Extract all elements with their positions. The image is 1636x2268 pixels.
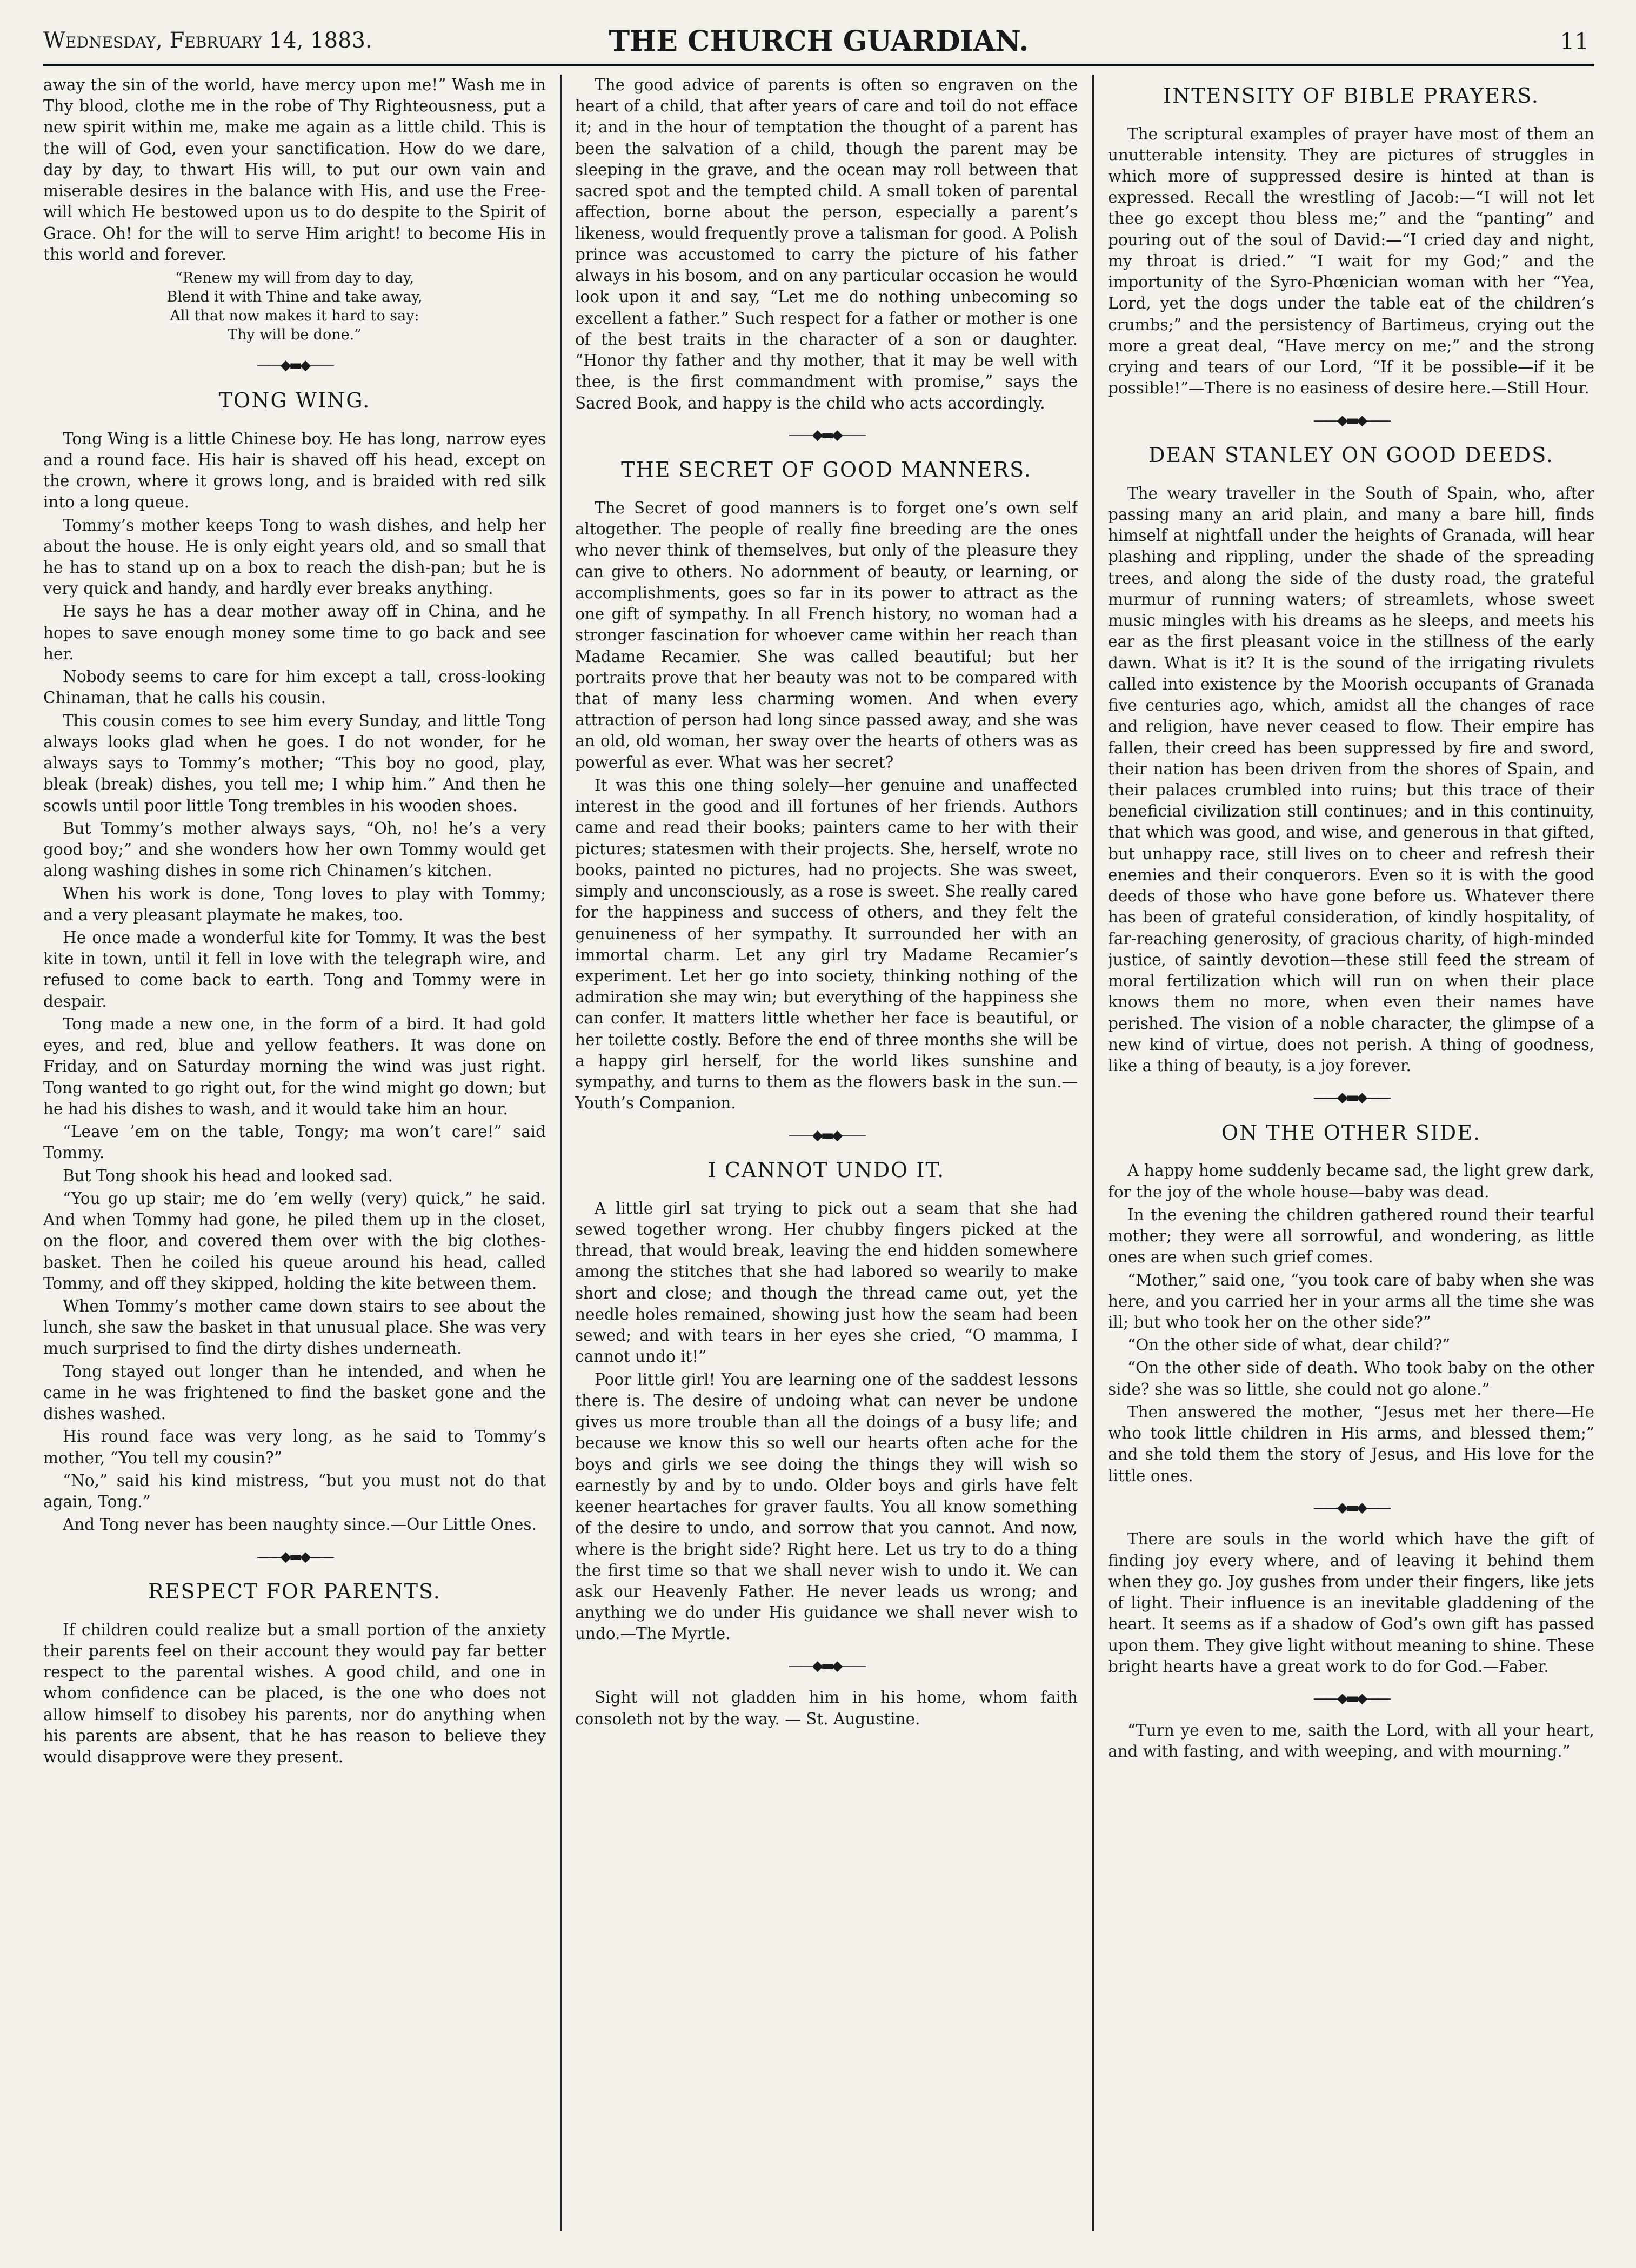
verse-line: “Renew my will from day to day, (175, 270, 415, 287)
masthead (43, 25, 1594, 66)
paragraph: The weary traveller in the South of Spain, who, after passing many an arid plain, and many a bare hill, finds himself at nightfall under the heights of Granada, will hear plashing and rippling, under the shade of the spreading trees, and along the side of the dusty road, the grateful murmur of running waters; of streamlets, whose sweet music mingles with his dreams as he sleeps, and meets his ear as the first pleasant voice in the stillness of the early dawn. What is it? It is the sound of the irrigating rivulets called into existence by the Moorish occupants of Granada five centuries ago, which, amidst all the changes of race and religion, have never ceased to flow. Their empire has fallen, their creed has been suppressed by fire and sword, their nation has been driven from the shores of Spain, and their palaces crumbled into ruins; but this trace of their beneficial civilization still continues; and in this continuity, that which was good, and wise, and generous in that gifted, but unhappy race, still lives on to cheer and refresh their enemies and their conquerors. Even so it is with the good deeds of those who have gone before us. Whatever there has been of grateful consideration, of kindly hospitality, of far-reaching generosity, of gracious charity, of high-minded justice, of saintly devotion—these still feed the stream of moral fertilization which will run on when their place knows them no more, when even their names have perished. The vision of a noble character, the glimpse of a new kind of virtue, does not perish. A thing of goodness, like a thing of beauty, is a joy forever. (1108, 484, 1594, 1075)
continued-article-text: away the sin of the world, have mercy upon me!” Wash me in Thy blood, clothe me in the robe of Thy Righteousness, put a new spirit within me, make me again as a little child. This is the will of God, even your sanctification. How do we dare, day by day, to thwart His will, to put our own vain and miserable desires in the balance with His, and use the Free-will which He bestowed upon us to do despite to the Spirit of Grace. Oh! for the will to serve Him aright! to become His in this world and forever. (43, 76, 546, 264)
paragraph: And Tong never has been naughty since.—Our Little Ones. (63, 1515, 537, 1534)
article-heading-good-manners: THE SECRET OF GOOD MANNERS. (621, 458, 1032, 482)
article-heading-dean-stanley: DEAN STANLEY ON GOOD DEEDS. (1148, 443, 1554, 467)
paragraph: It was this one thing solely—her genuine and unaffected interest in the good and ill fortunes of her friends. Authors came and read their books; painters came to her with their pictures; statesmen with their projects. She, herself, wrote no books, painted no pictures, had no projects. She was sweet, simply and unconsciously, as a rose is sweet. She really cared for the happiness and success of others, and they felt the genuineness of her sympathy. It surrounded her with an immortal charm. Let any girl try Madame Recamier’s experiment. Let her go into society, thinking nothing of the admiration she may win; but everything of the happiness she can confer. It matters little whether her face is beautiful, or her toilette costly. Before the end of three months she will be a happy girl herself, for the world likes sunshine and sympathy, and turns to them as the flowers bask in the sun.—Youth’s Companion. (575, 775, 1078, 1113)
separator: ——◆▬◆—— (788, 426, 865, 443)
paragraph: Tommy’s mother keeps Tong to wash dishes, and help her about the house. He is only eight years old, and so small that he has to stand up on a box to reach the dish-pan; but he is very quick and handy, and hardly ever breaks anything. (43, 516, 546, 598)
separator: ——◆▬◆—— (788, 1657, 865, 1674)
paragraph: Then answered the mother, “Jesus met her there—He who took little children in His arms, and blessed them;” and she told them the story of Jesus, and His love for the little ones. (1108, 1402, 1594, 1485)
paragraph: The scriptural examples of prayer have most of them an unutterable intensity. They are pictures of struggles in which more of suppressed desire is hinted at than is expressed. Recall the wrestling of Jacob:—“I will not let thee go except thou bless me;” and the “panting” and pouring out of the soul of David:—“I cried day and night, my throat is dried.” “I wait for my God;” and the importunity of the Syro-Phœnician woman with her “Yea, Lord, yet the dogs under the table eat of the children’s crumbs;” and the persistency of Bartimeus, crying out the more a great deal, “Have mercy on me;” and the strong crying and tears of our Lord, “If it be possible—if it be possible!”—There is no easiness of desire here.—Still Hour. (1108, 124, 1594, 398)
paragraph: But Tommy’s mother always says, “Oh, no! he’s a very good boy;” and she wonders how her own Tommy would get along washing dishes in some rich Chinamen’s kitchen. (43, 819, 546, 880)
paragraph: If children could realize but a small portion of the anxiety their parents feel on their account they would pay far better respect to the parental wishes. A good child, and one in whom confidence can be placed, is the one who does not allow himself to disobey his parents, nor do anything when his parents are absent, that he has reason to believe they would disapprove were they present. (43, 1620, 546, 1767)
paragraph: “On the other side of what, dear child?” (1127, 1336, 1451, 1355)
paragraph: The good advice of parents is often so engraven on the heart of a child, that after years of care and toil do not efface it; and in the hour of temptation the thought of a parent has been the salvation of a child, though the parent may be sleeping in the grave, and the ocean may roll between that sacred spot and the tempted child. A small token of parental affection, borne about the person, especially a parent’s likeness, would frequently prove a talisman for good. A Polish prince was accustomed to carry the picture of his father always in his bosom, and on any particular occasion he would look upon it and say, “Let me do nothing unbecoming so excellent a father.” Such respect for a father or mother is one of the best traits in the character of a son or daughter. “Honor thy father and thy mother, that it may be well with thee, is the first commandment with promise,” says the Sacred Book, and happy is the child who acts accordingly. (575, 76, 1078, 412)
paragraph: “Mother,” said one, “you took care of baby when she was here, and you carried her in your arms all the time she was ill; but who took her on the other side?” (1108, 1270, 1594, 1332)
paragraph: The Secret of good manners is to forget one’s own self altogether. The people of really fine breeding are the ones who never think of themselves, but only of the pleasure they can give to others. No adornment of beauty, or learning, or accomplishments, goes so far in its power to attract as the one gift of sympathy. In all French history, no woman had a stronger fascination for whoever came within her reach than Madame Recamier. She was called beautiful; but her portraits prove that her beauty was not to be compared with that of many less charming women. And when every attraction of person had long since passed away, and she was an old, old woman, her sway over the hearts of others was as powerful as ever. What was her secret? (575, 498, 1078, 772)
article-heading-bible-prayers: INTENSITY OF BIBLE PRAYERS. (1163, 84, 1539, 108)
article-heading-tong-wing: TONG WING. (218, 389, 371, 413)
paragraph: A happy home suddenly became sad, the light grew dark, for the joy of the whole house—baby was dead. (1108, 1161, 1594, 1201)
verse-line: Blend it with Thine and take away, (166, 289, 423, 306)
verse-line: Thy will be done.” (228, 326, 362, 344)
paragraph: Tong Wing is a little Chinese boy. He has long, narrow eyes and a round face. His hair is shaved off his head, except on the crown, where it grows long, and is braided with red silk into a long queue. (43, 429, 546, 512)
paragraph: Tong stayed out longer than he intended, and when he came in he was frightened to find the basket gone and the dishes washed. (43, 1362, 546, 1423)
separator: ——◆▬◆—— (788, 1127, 865, 1143)
column-rule (1092, 75, 1094, 2231)
column-2 (575, 75, 1078, 2247)
article-heading-other-side: ON THE OTHER SIDE. (1221, 1120, 1481, 1145)
paragraph: “No,” said his kind mistress, “but you must not do that again, Tong.” (43, 1471, 546, 1511)
paragraph: “Leave ’em on the table, Tongy; ma won’t care!” said Tommy. (43, 1122, 546, 1162)
scripture-quotation: “Turn ye even to me, saith the Lord, with all your heart, and with fasting, and with weeping, and with mourning.” (1108, 1721, 1594, 1761)
paragraph: Poor little girl! You are learning one of the saddest lessons there is. The desire of undoing what can never be undone gives us more trouble than all the doings of a busy life; and because we know this so well our hearts often ache for the boys and girls we see doing the things they will wish so earnestly by and by to undo. Older boys and girls have felt keener heartaches for graver faults. You all know something of the desire to undo, and sorrow that you cannot. And now, where is the bright side? Right here. Let us try to do a thing the first time so that we shall never wish to undo it. We can ask our Heavenly Father. He never leads us wrong; and anything we do under His guidance we shall never wish to undo.—The Myrtle. (575, 1370, 1078, 1643)
separator: ——◆▬◆—— (1313, 1690, 1390, 1707)
separator: ——◆▬◆—— (1313, 1089, 1390, 1106)
column-3 (1108, 75, 1594, 2247)
paragraph: When Tommy’s mother came down stairs to see about the lunch, she saw the basket in that unusual place. She was very much surprised to find the dirty dishes underneath. (43, 1296, 546, 1358)
verse-line: All that now makes it hard to say: (170, 307, 419, 325)
page-number: 11 (1560, 28, 1589, 55)
paragraph: A little girl sat trying to pick out a seam that she had sewed together wrong. Her chubby fingers picked at the thread, that would break, leaving the end hidden somewhere among the stitches that she had labored so wearily to make short and close; and though the thread came out, yet the needle holes remained, showing just how the seam had been sewed; and with tears in her eyes she cried, “O mamma, I cannot undo it!” (575, 1199, 1078, 1366)
article-body-tong-wing (43, 429, 546, 1536)
paragraph: Tong made a new one, in the form of a bird. It had gold eyes, and red, blue and yellow feathers. It was done on Friday, and on Saturday morning the wind was just right. Tong wanted to go right out, for the wind might go down; but he had his dishes to wash, and it would take him an hour. (43, 1014, 546, 1118)
paragraph: “You go up stair; me do ’em welly (very) quick,” he said. And when Tommy had gone, he piled them up in the closet, on the floor, and covered them over with the big clothes-basket. Then he coiled his queue around his head, called Tommy, and off they skipped, holding the kite between them. (43, 1189, 546, 1293)
column-rule (560, 75, 562, 2231)
paragraph: Nobody seems to care for him except a tall, cross-looking Chinaman, that he calls his cousin. (43, 667, 546, 707)
paragraph: He says he has a dear mother away off in China, and he hopes to save enough money some time to go back and see her. (43, 602, 546, 663)
paragraph: He once made a wonderful kite for Tommy. It was the best kite in town, until it fell in love with the telegraph wire, and refused to come back to earth. Tong and Tommy were in despair. (43, 928, 546, 1011)
verse (43, 269, 546, 344)
paragraph: But Tong shook his head and looked sad. (63, 1166, 393, 1185)
issue-date: Wednesday, February 14, 1883. (43, 28, 372, 53)
separator: ——◆▬◆—— (256, 357, 333, 374)
paragraph: In the evening the children gathered round their tearful mother; they were all sorrowful, and wondering, as little ones are when such grief comes. (1108, 1205, 1594, 1267)
paragraph: This cousin comes to see him every Sunday, and little Tong always looks glad when he goes. I do not wonder, for he always says to Tommy’s mother; “This boy no good, play, bleak (break) dishes, you tell me; I whip him.” And then he scowls until poor little Tong trembles in his wooden shoes. (43, 711, 546, 815)
separator: ——◆▬◆—— (256, 1548, 333, 1565)
separator: ——◆▬◆—— (1313, 1499, 1390, 1516)
paragraph: When his work is done, Tong loves to play with Tommy; and a very pleasant playmate he makes, too. (43, 884, 546, 924)
paragraph: “On the other side of death. Who took baby on the other side? she was so little, she could not go alone.” (1108, 1359, 1594, 1399)
article-heading-respect: RESPECT FOR PARENTS. (148, 1580, 441, 1604)
column-1 (43, 75, 546, 2247)
quotation-augustine: Sight will not gladden him in his home, whom faith consoleth not by the way. — St. Augustine. (575, 1688, 1078, 1728)
article-heading-cannot-undo: I CANNOT UNDO IT. (707, 1158, 945, 1182)
paragraph: There are souls in the world which have the gift of finding joy every where, and of leaving it behind them when they go. Joy gushes from under their fingers, like jets of light. Their influence is an inevitable gladdening of the heart. It seems as if a shadow of God’s own gift has passed upon them. They give light without meaning to shine. These bright hearts have a great work to do for God.—Faber. (1108, 1530, 1594, 1676)
newspaper-title: THE CHURCH GUARDIAN. (609, 25, 1029, 58)
separator: ——◆▬◆—— (1313, 412, 1390, 429)
paragraph: His round face was very long, as he said to Tommy’s mother, “You tell my cousin?” (43, 1427, 546, 1467)
